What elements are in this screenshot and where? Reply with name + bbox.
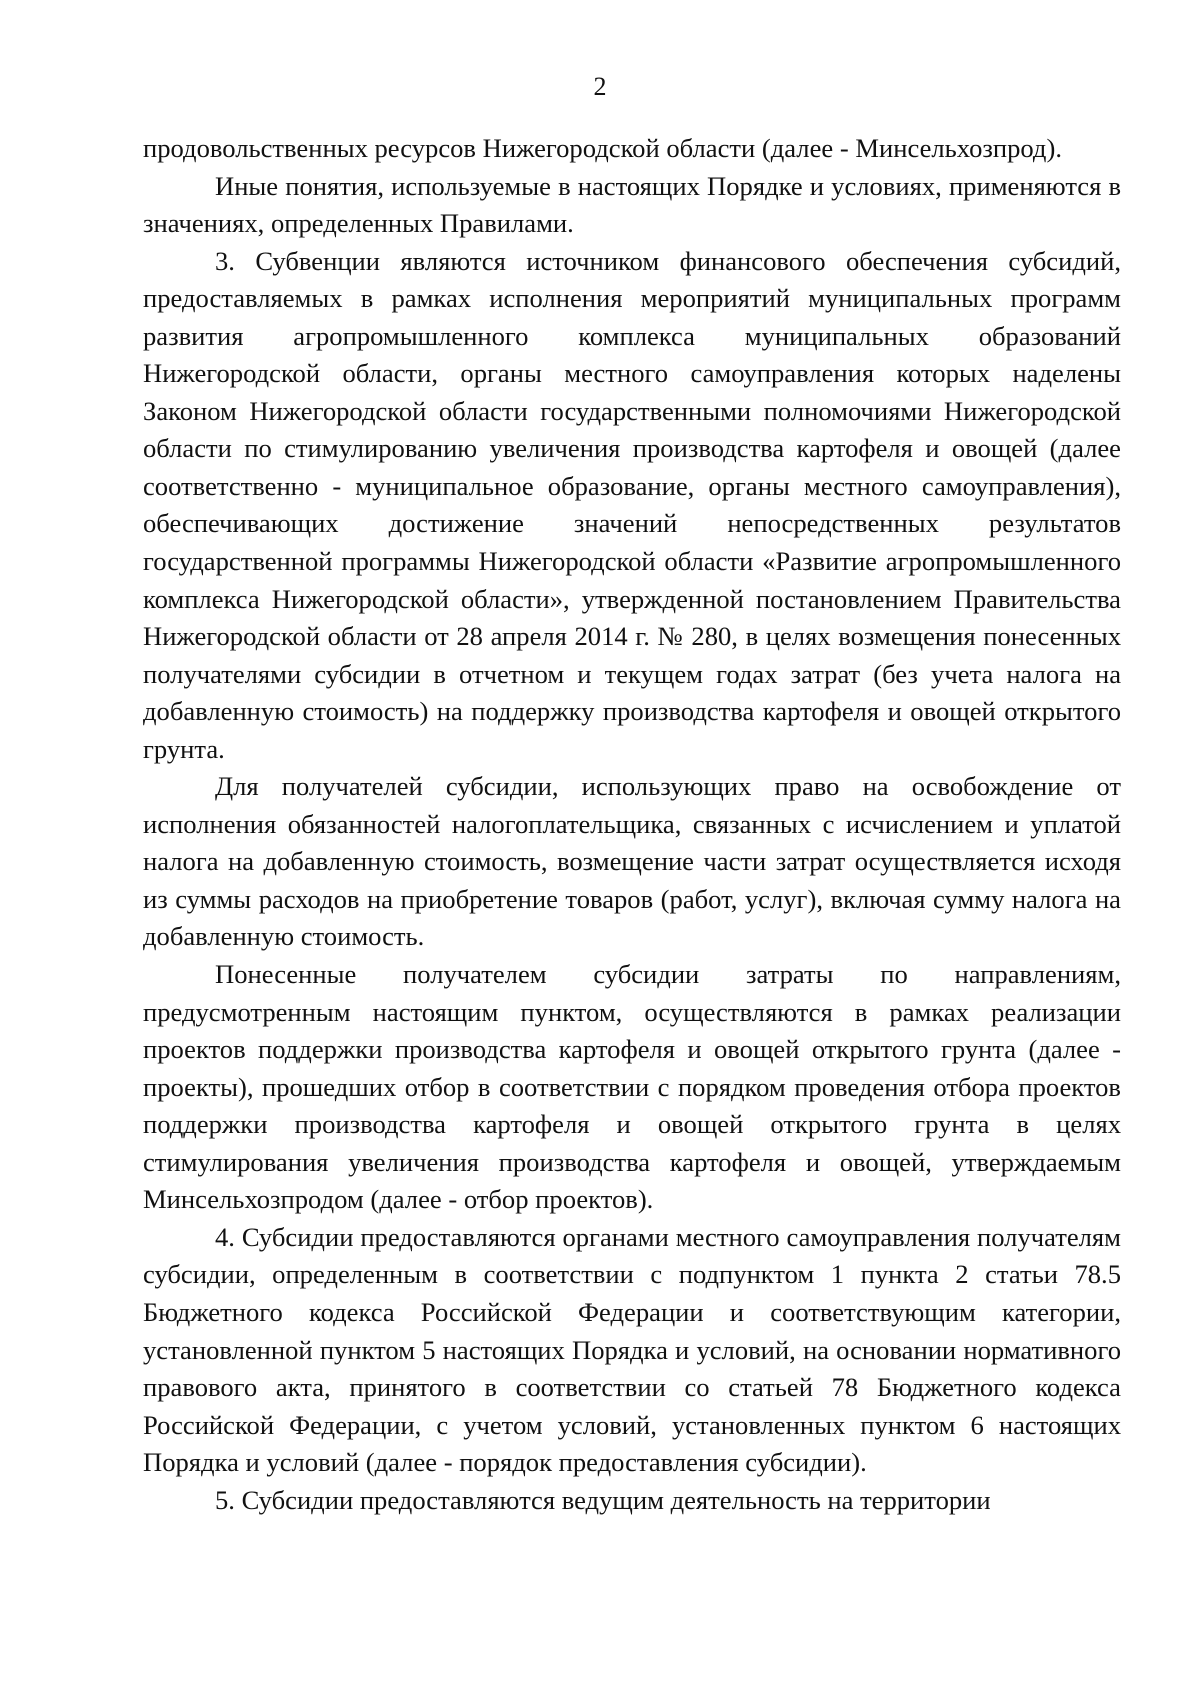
paragraph-item-5: 5. Субсидии предоставляются ведущим деятельность на территории: [215, 1484, 991, 1515]
paragraph-continuation: продовольственных ресурсов Нижегородской области (далее - Минсельхозпрод).: [143, 133, 1062, 163]
paragraph-item-4: 4. Субсидии предоставляются органами местного самоуправления получателям субсидии, определенным в соответствии с подпунктом 1 пункта 2 статьи 78.5 Бюджетного кодекса Российской Федерации и соответствующим категории, установленной пунктом 5 настоящих Порядка и условий, на основании нормативного правового акта, принятого в соответствии со статьей 78 Бюджетного кодекса Российской Федерации, с учетом условий, установленных пунктом 6 настоящих Порядка и условий (далее - порядок предоставления субсидии).: [143, 1221, 1121, 1478]
paragraph-item-3: 3. Субвенции являются источником финансового обеспечения субсидий, предоставляемых в рамках исполнения мероприятий муниципальных программ развития агропромышленного комплекса муниципальных образований Нижегородской области, органы местного самоуправления которых наделены Законом Нижегородской области государственными полномочиями Нижегородской области по стимулированию увеличения производства картофеля и овощей (далее соответственно - муниципальное образование, органы местного самоуправления), обеспечивающих достижение значений непосредственных результатов государственной программы Нижегородской области «Развитие агропромышленного комплекса Нижегородской области», утвержденной постановлением Правительства Нижегородской области от 28 апреля 2014 г. № 280, в целях возмещения понесенных получателями субсидии в отчетном и текущем годах затрат (без учета налога на добавленную стоимость) на поддержку производства картофеля и овощей открытого грунта.: [143, 245, 1121, 764]
paragraph-project-costs: Понесенные получателем субсидии затраты по направлениям, предусмотренным настоящим пунктом, осуществляются в рамках реализации проектов поддержки производства картофеля и овощей открытого грунта (далее - проекты), прошедших отбор в соответствии с порядком проведения отбора проектов поддержки производства картофеля и овощей открытого грунта в целях стимулирования увеличения производства картофеля и овощей, утверждаемым Минсельхозпродом (далее - отбор проектов).: [143, 959, 1121, 1215]
paragraph-definitions: Иные понятия, используемые в настоящих Порядке и условиях, применяются в значениях, определенных Правилами.: [143, 170, 1121, 239]
page-number: 2: [593, 72, 607, 101]
document-body: [143, 130, 1121, 1519]
paragraph-vat-exemption: Для получателей субсидии, использующих право на освобождение от исполнения обязанностей налогоплательщика, связанных с исчислением и уплатой налога на добавленную стоимость, возмещение части затрат осуществляется исходя из суммы расходов на приобретение товаров (работ, услуг), включая сумму налога на добавленную стоимость.: [143, 771, 1121, 952]
